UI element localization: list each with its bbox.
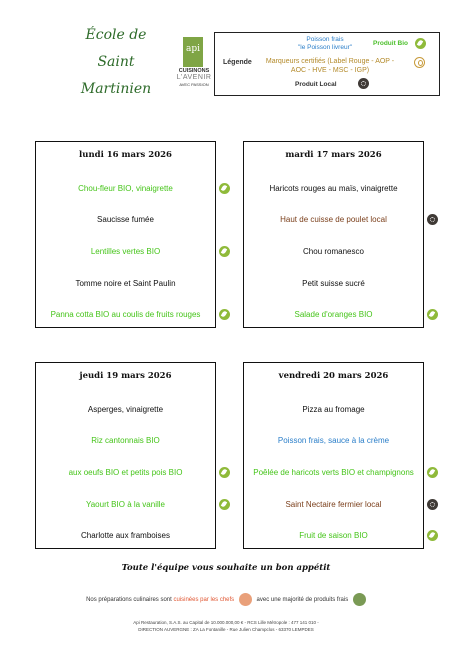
- menu-item: Chou-fleur BIO, vinaigrette: [78, 184, 173, 193]
- day-card-jeudi: [35, 362, 216, 549]
- school-name: [72, 22, 160, 103]
- footer-line1: Api Restauration, S.A.S. au Capital de 10.000.000,00 € - RCS Lille Métropole : 477 141 010 -: [133, 620, 319, 625]
- menu-item: Petit suisse sucré: [302, 279, 365, 288]
- menu-item: Asperges, vinaigrette: [87, 405, 164, 414]
- leaf-icon: [219, 467, 230, 478]
- chef-hat-icon: [239, 593, 252, 606]
- menu-item: Panna cotta BIO au coulis de fruits rouges: [50, 310, 201, 319]
- local-product-icon: [427, 499, 438, 510]
- menu-item: Poêlée de haricots verts BIO et champignons: [253, 468, 414, 477]
- day-title: mardi 17 mars 2026: [285, 150, 382, 160]
- menu-item: Chou romanesco: [303, 247, 364, 256]
- legend-produit-local: Produit Local: [295, 81, 337, 88]
- menu-item: Charlotte aux framboises: [81, 531, 170, 540]
- leaf-icon: [427, 530, 438, 541]
- day-title: lundi 16 mars 2026: [79, 150, 172, 160]
- school-name-line2: Saint: [97, 54, 135, 70]
- legend-poisson-frais-line1: Poisson frais: [306, 36, 344, 43]
- leaf-icon: [219, 246, 230, 257]
- certified-label-icon: [414, 57, 425, 68]
- menu-item: aux oeufs BIO et petits pois BIO: [68, 468, 183, 477]
- api-logo: [170, 37, 218, 97]
- day-card-vendredi: [243, 362, 424, 549]
- prep-text-before: Nos préparations culinaires sont: [86, 597, 172, 604]
- menu-item: Pizza au fromage: [302, 405, 365, 414]
- prep-text-chefs: cuisinées par les chefs: [173, 597, 235, 604]
- company-footer: [0, 619, 452, 633]
- bon-appetit-message: Toute l'équipe vous souhaite un bon appétit: [121, 563, 331, 573]
- leaf-icon: [427, 467, 438, 478]
- menu-item: Poisson frais, sauce à la crème: [277, 436, 390, 445]
- prep-text-after: avec une majorité de produits frais: [256, 597, 349, 604]
- school-name-line1: École de: [85, 27, 147, 43]
- footer-line2: DIRECTION AUVERGNE : ZA La Fontanille - Rue Julien Champclos - 63370 LEMPDES: [138, 627, 314, 632]
- menu-item: Haricots rouges au maïs, vinaigrette: [269, 184, 398, 193]
- preparation-note: [0, 593, 452, 606]
- day-title: vendredi 20 mars 2026: [278, 371, 389, 381]
- menu-item: Fruit de saison BIO: [299, 531, 368, 540]
- menu-item: Yaourt BIO à la vanille: [85, 500, 165, 509]
- menu-item: Salade d'oranges BIO: [294, 310, 373, 319]
- leaf-icon: [219, 309, 230, 320]
- day-card-mardi: [243, 141, 424, 328]
- menu-item: Lentilles vertes BIO: [90, 247, 161, 256]
- leaf-icon: [219, 499, 230, 510]
- legend-marqueurs: Marqueurs certifiés (Label Rouge - AOP - AOC - HVE - MSC - IGP): [265, 58, 395, 74]
- menu-item: Haut de cuisse de poulet local: [280, 215, 387, 224]
- day-title: jeudi 19 mars 2026: [79, 371, 172, 381]
- leaf-icon: [415, 38, 426, 49]
- menu-item: Riz cantonnais BIO: [91, 436, 160, 445]
- logo-line2: L'AVENIR: [176, 74, 212, 81]
- legend-poisson-frais-line2: "le Poisson livreur": [297, 44, 353, 51]
- logo-line1: CUISINONS: [178, 68, 210, 74]
- legend-poisson-frais: [270, 36, 380, 52]
- local-product-icon: [358, 78, 369, 89]
- menu-item: Saint Nectaire fermier local: [285, 500, 382, 509]
- menu-item: Saucisse fumée: [97, 215, 154, 224]
- logo-mark-text: api: [185, 44, 200, 54]
- fresh-produce-icon: [353, 593, 366, 606]
- logo-line3: AVEC PASSION: [179, 82, 209, 87]
- local-product-icon: [427, 214, 438, 225]
- legend-produit-bio: Produit Bio: [373, 40, 409, 47]
- legend-box: [214, 32, 440, 96]
- legend-title: Légende: [223, 59, 252, 66]
- leaf-icon: [427, 309, 438, 320]
- leaf-icon: [219, 183, 230, 194]
- menu-item: Tomme noire et Saint Paulin: [75, 279, 176, 288]
- school-name-line3: Martinien: [80, 81, 152, 97]
- day-card-lundi: [35, 141, 216, 328]
